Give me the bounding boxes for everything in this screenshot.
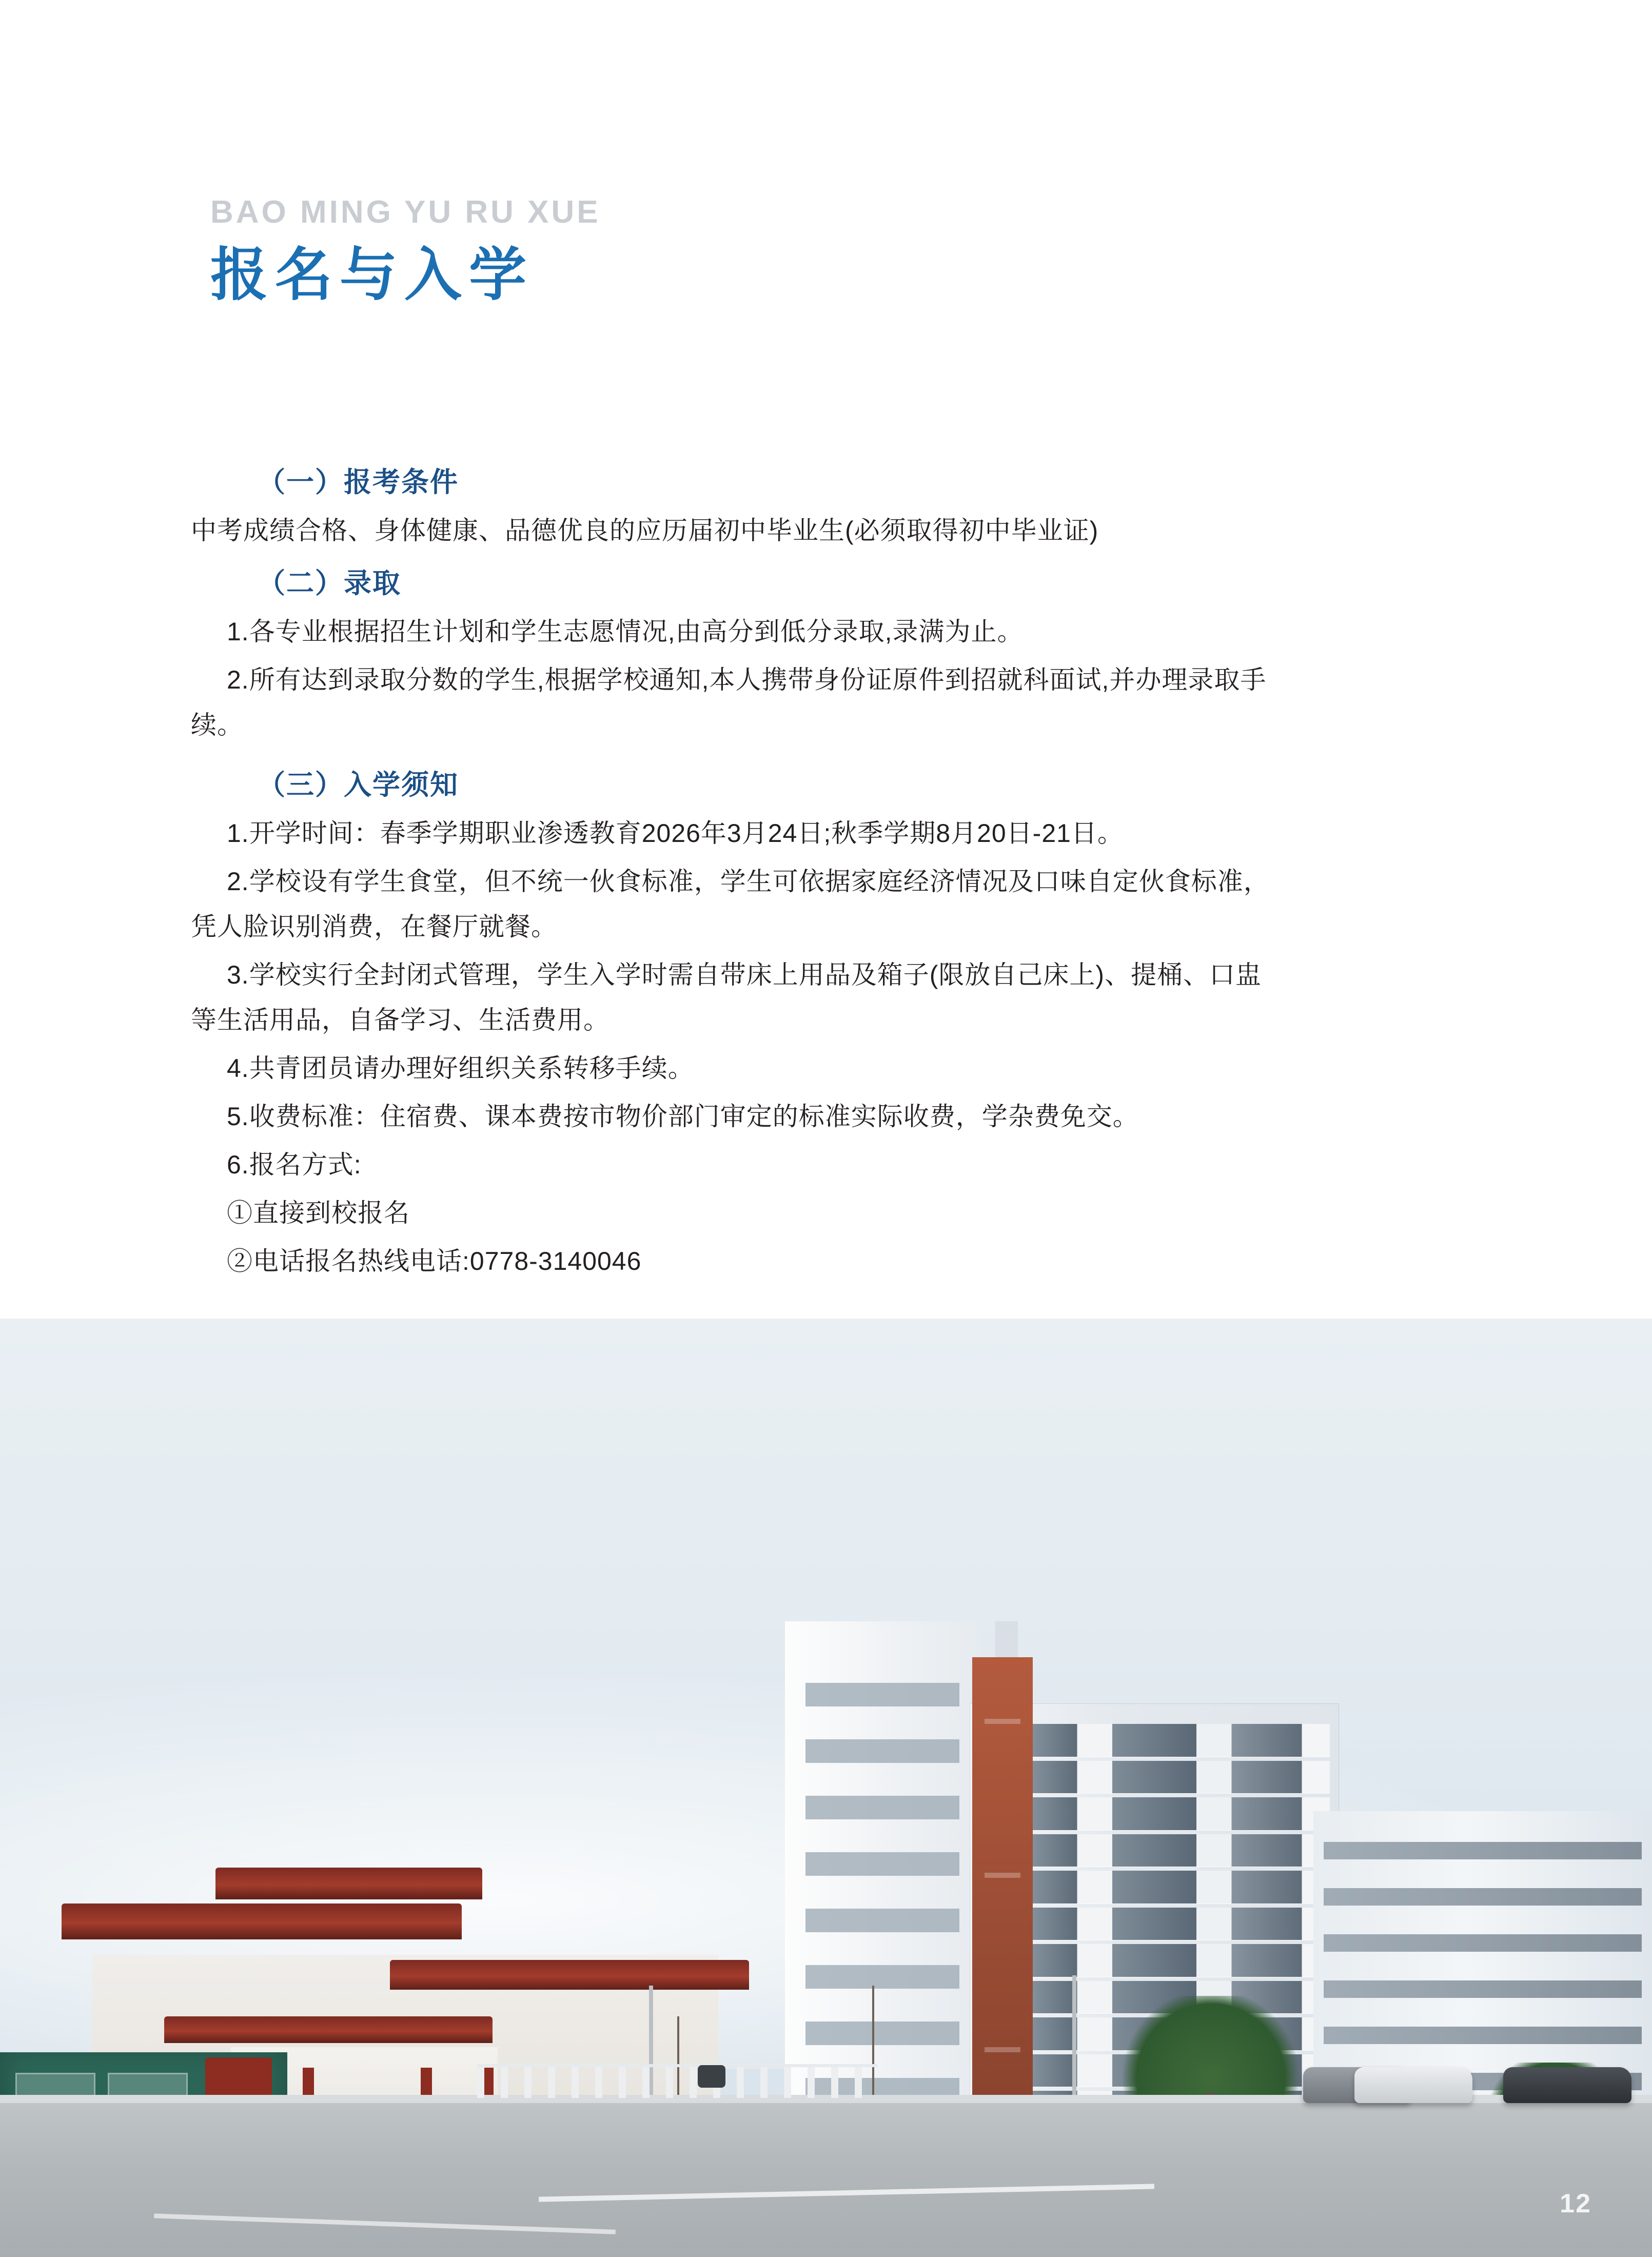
article-body [191, 462, 1530, 1286]
section-3-item-6: 6.报名方式: [227, 1150, 362, 1179]
header-pinyin: BAO MING YU RU XUE [210, 194, 601, 230]
section-3-item-2: 2.学校设有学生食堂，但不统一伙食标准，学生可依据家庭经济情况及口味自定伙食标准， [227, 867, 1270, 896]
section-2-item-2-continued: 续。 [191, 711, 243, 739]
section-1-paragraph-1: 中考成绩合格、身体健康、品德优良的应历届初中毕业生(必须取得初中毕业证) [191, 516, 1099, 545]
parked-scooter [698, 2065, 725, 2088]
parked-car [1354, 2067, 1472, 2103]
section-3-item-3-continued: 等生活用品，自备学习、生活费用。 [191, 1006, 609, 1034]
section-heading-2: （二）录取 [258, 568, 401, 599]
section-3-item-4: 4.共青团员请办理好组织关系转移手续。 [227, 1054, 694, 1083]
page-title: 报名与入学 [210, 243, 534, 307]
road-surface [0, 2103, 1652, 2257]
section-3-item-5: 5.收费标准：住宿费、课本费按市物价部门审定的标准实际收费，学杂费免交。 [227, 1102, 1139, 1131]
section-heading-3: （三）入学须知 [258, 770, 459, 800]
page-header [210, 195, 1339, 306]
section-2-item-1: 1.各专业根据招生计划和学生志愿情况,由高分到低分录取,录满为止。 [227, 617, 1024, 646]
section-3-item-3: 3.学校实行全封闭式管理，学生入学时需自带床上用品及箱子(限放自己床上)、提桶、口盅 [227, 960, 1262, 989]
section-2-item-2: 2.所有达到录取分数的学生,根据学校通知,本人携带身份证原件到招就科面试,并办理录取手 [227, 665, 1267, 694]
campus-photo [0, 1319, 1652, 2257]
parked-car [1503, 2067, 1631, 2103]
section-3-item-6-option-b: ②电话报名热线电话:0778-3140046 [227, 1247, 642, 1275]
page-number: 12 [1560, 2189, 1591, 2219]
section-heading-1: （一）报考条件 [258, 467, 459, 498]
section-3-item-6-option-a: ①直接到校报名 [227, 1199, 410, 1227]
section-3-item-1: 1.开学时间：春季学期职业渗透教育2026年3月24日;秋季学期8月20日-21日。 [227, 819, 1124, 848]
section-3-item-2-continued: 凭人脸识别消费，在餐厅就餐。 [191, 912, 557, 941]
roadside-fence [477, 2064, 877, 2098]
